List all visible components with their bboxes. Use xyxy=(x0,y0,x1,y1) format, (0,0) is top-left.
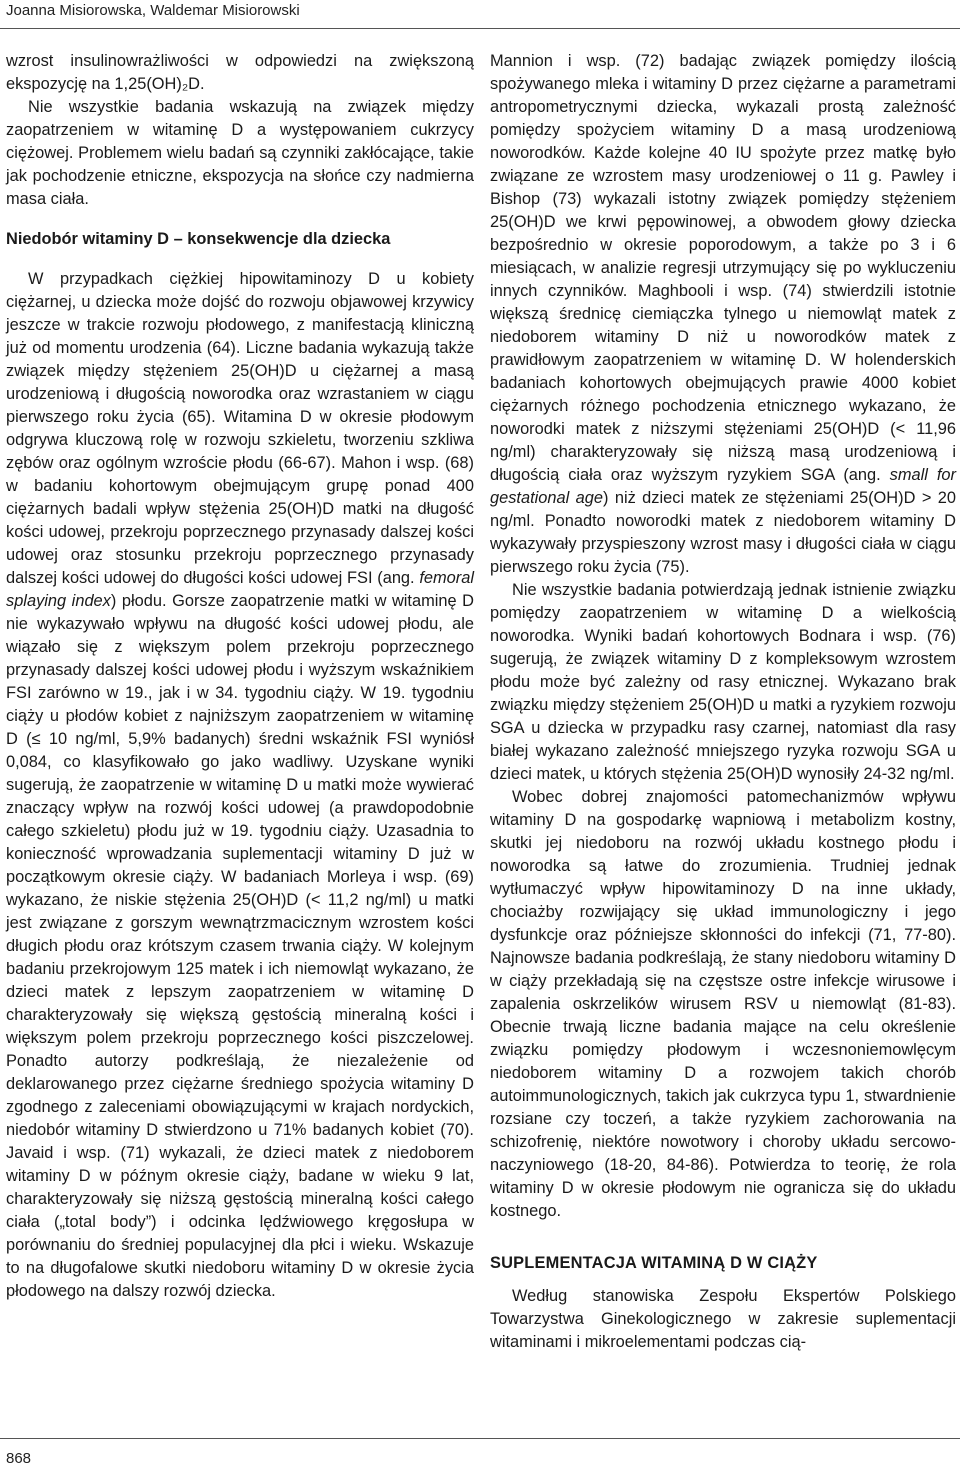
footer-divider xyxy=(0,1438,960,1439)
right-column xyxy=(490,50,956,1354)
text-run: W przypadkach ciężkiej hipowitaminozy D u kobiety ciężarnej, u dziecka może dojść do rozwoju objawowej krzywicy jeszcze w trakcie rozwoju płodowego, z manifestacją kliniczną już od momentu urodzenia (64). Liczne badania wykazują także związek między stężeniem 25(OH)D u ciężarnej a masą urodzeniową i długością noworodka oraz wzrastaniem w ciągu pierwszego roku życia (65). Witamina D w okresie płodowym odgrywa kluczową rolę w rozwoju szkieletu, tworzeniu szkliwa zębów oraz ogólnym wzroście płodu (66-67). Mahon i wsp. (68) w badaniu kohortowym obejmującym grupę ponad 400 ciężarnych badali wpływ stężenia 25(OH)D matki na długość kości udowej, przekroju poprzecznego przynasady dalszej kości udowej oraz stosunku przekroju poprzecznego przynasady dalszej kości udowej do długości kości udowej FSI (ang. xyxy=(6,270,474,587)
subheading: Niedobór witaminy D – konsekwencje dla dziecka xyxy=(6,230,391,248)
italic-term: femoral splaying index xyxy=(6,569,474,610)
paragraph: Nie wszystkie badania potwierdzają jednak istnienie związku pomiędzy zaopatrzeniem w witaminę D a wielkością noworodka. Wyniki badań kohortowych Bodnara i wsp. (76) sugerują, że związek witaminy D z kompleksowym wzrostem płodu może być zależny od rasy etnicznej. Wykazano brak związku między stężeniem 25(OH)D u matki a ryzykiem rozwoju SGA u dziecka w przypadku rasy czarnej, natomiast dla rasy białej wykazano zależność mniejszego ryzyka rozwoju SGA u dzieci matek, u których stężenia 25(OH)D wynosiły 24-32 ng/ml. xyxy=(490,581,956,783)
italic-term: small for gestational age xyxy=(490,466,956,507)
header-divider xyxy=(0,28,960,29)
text-run: ) płodu. Gorsze zaopatrzenie matki w witaminę D nie wykazywało wpływu na długość kości udowej płodu, ale wiązało się z większym polem przekroju poprzecznego przynasady dalszej kości udowej płodu i wyższym wskaźnikiem FSI zarówno w 19., jak i w 34. tygodniu ciąży. W 19. tygodniu ciąży u płodów kobiet z najniższym zaopatrzeniem w witaminę D (≤ 10 ng/ml, 5,9% badanych) średni wskaźnik FSI wyniósł 0,084, co klasyfikowało go jako wadliwy. Uzyskane wyniki sugerują, że zaopatrzenie w witaminę D u matki może wywierać znaczący wpływ na rozwój kości udowej (a prawdopodobnie całego szkieletu) płodu już w 19. tygodniu ciąży. Uzasadnia to konieczność wprowadzania suplementacji witaminy D już w początkowym okresie ciąży. W badaniach Morleya i wsp. (69) wykazano, że niskie stężenia 25(OH)D (< 11,2 ng/ml) u matki jest związane z gorszym wewnątrzmacicznym wzrostem kości długich płodu oraz krótszym czasem trwania ciąży. W kolejnym badaniu przekrojowym 125 matek i ich niemowląt wykazano, że dzieci matek z lepszym zaopatrzeniem w witaminę D charakteryzowały się większą gęstością mineralną kości i większym polem przekroju poprzecznego kości piszczelowej. Ponadto autorzy podkreślają, że niezależenie od deklarowanego przez ciężarne średniego spożycia witaminy D zgodnego z zaleceniami obowiązującymi w krajach nordyckich, niedobór witaminy D stwierdzono u 71% badanych kobiet (70). Javaid i wsp. (71) wykazali, że dzieci matek z niedoborem witaminy D w późnym okresie ciąży, badane w wieku 9 lat, charakteryzowały się niższą gęstością mineralną kości całego ciała („total body”) i odcinka lędźwiowego kręgosłupa w porównaniu do średniej populacyjnej dla płci i wieku. Wskazuje to na długofalowe skutki niedoboru witaminy D w okresie życia płodowego na dalszy rozwój dziecka. xyxy=(6,592,475,1300)
paragraph: Nie wszystkie badania wskazują na związek między zaopatrzeniem w witaminę D a występowaniem cukrzycy ciężowej. Problemem wielu badań są czynniki zakłócające, takie jak pochodzenie etniczne, ekspozycja na słońce czy nadmierna masa ciała. xyxy=(6,98,474,208)
paragraph: Według stanowiska Zespołu Ekspertów Polskiego Towarzystwa Ginekologicznego w zakresie suplementacji witaminami i mikroelementami podczas cią- xyxy=(490,1287,956,1351)
page-number: 868 xyxy=(6,1450,32,1467)
text-run: ) niż dzieci matek ze stężeniami 25(OH)D > 20 ng/ml. Ponadto noworodki matek z niedoborem witaminy D wykazywały przyspieszony wzrost masy i długości ciała w ciągu pierwszego roku życia (75). xyxy=(490,489,956,576)
paragraph: Wobec dobrej znajomości patomechanizmów wpływu witaminy D na gospodarkę wapniową i metabolizm kostny, skutki jej niedoboru na rozwój układu kostnego płodu i noworodka są łatwe do zrozumienia. Trudniej jednak wytłumaczyć wpływ hipowitaminozy D na inne układy, chociażby rozwijający się układ immunologiczny i jego dysfunkcje oraz późniejsze skłonności do infekcji (71, 77-80). Najnowsze badania podkreślają, że stany niedoboru witaminy D w ciąży przekładają się na częstsze ostre infekcje wirusowe i zapalenia oskrzelików wirusem RSV u niemowląt (81-83). Obecnie trwają liczne badania mające na celu określenie związku pomiędzy płodowym i wczesnoniemowlęcym niedoborem witaminy D a rozwojem takich chorób autoimmunologicznych, takich jak cukrzyca typu 1, stwardnienie rozsiane czy toczeń, a także ryzykiem zachorowania na schizofrenię, niektóre nowotwory i choroby układu sercowo-naczyniowego (18-20, 84-86). Potwierdza to teorię, że rola witaminy D w okresie płodowym nie ogranicza się do układu kostnego. xyxy=(490,788,956,1220)
running-header xyxy=(0,0,960,36)
paragraph xyxy=(6,268,474,1303)
paragraph: wzrost insulinowrażliwości w odpowiedzi na zwiększoną ekspozycję na 1,25(OH)₂D. xyxy=(6,52,474,93)
left-column xyxy=(6,50,474,1303)
section-heading: SUPLEMENTACJA WITAMINĄ D W CIĄŻY xyxy=(490,1254,818,1272)
paragraph xyxy=(490,50,956,579)
header-authors: Joanna Misiorowska, Waldemar Misiorowski xyxy=(6,2,300,19)
text-run: Mannion i wsp. (72) badając związek pomiędzy ilością spożywanego mleka i witaminy D przez ciężarne a parametrami antropometrycznymi dziecka, wykazali prostą zależność pomiędzy spożyciem witaminy D a masą urodzeniową noworodków. Każde kolejne 40 IU spożyte przez matkę było związane ze wzrostem masy urodzeniowej o 11 g. Pawley i Bishop (73) wykazali istotny związek pomiędzy stężeniem 25(OH)D we krwi pępowinowej, a obwodem głowy dziecka bezpośrednio w okresie poporodowym, a także po 3 i 6 miesiącach, w analizie regresji utrzymujący się po wykluczeniu innych czynników. Maghbooli i wsp. (74) stwierdzili istotnie większą średnicę ciemiączka tylnego u niemowląt matek z niedoborem witaminy D niż u noworodków matek z prawidłowym zaopatrzeniem w witaminę D. W holenderskich badaniach kohortowych obejmujących prawie 4000 kobiet ciężarnych różnego pochodzenia etnicznego wykazano, że noworodki matek z niższymi stężeniami 25(OH)D (< 11,96 ng/ml) charakteryzowały się niższą masą urodzeniową i długością ciała oraz wyższym ryzykiem SGA (ang. xyxy=(490,52,956,484)
